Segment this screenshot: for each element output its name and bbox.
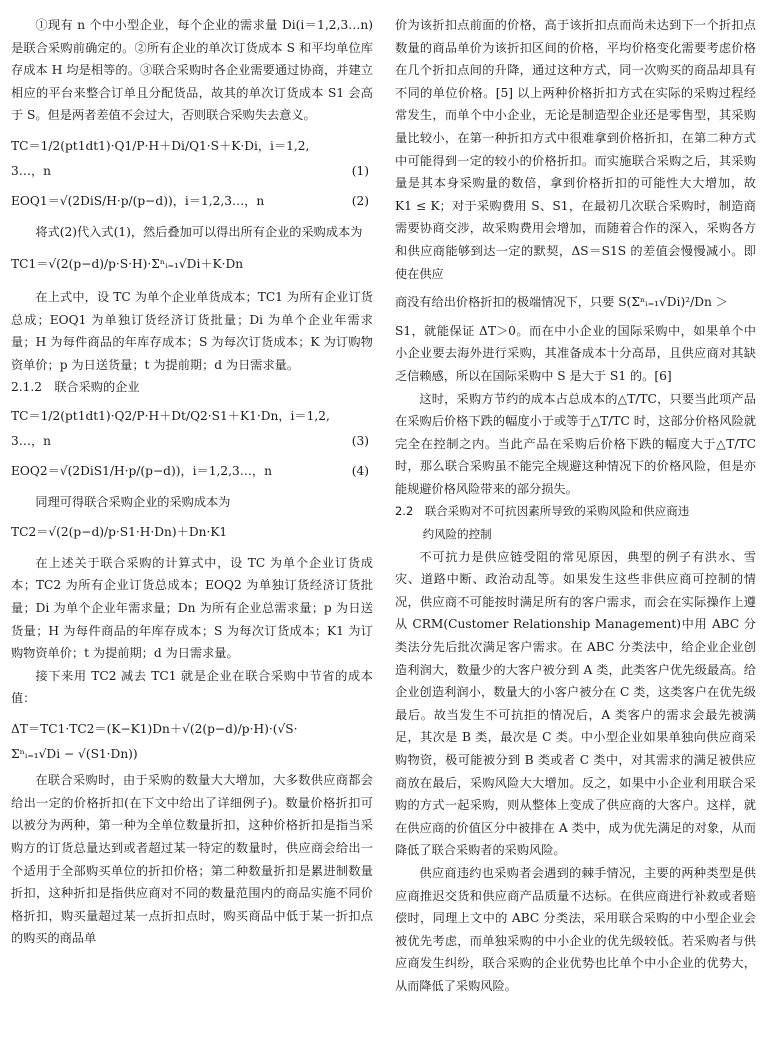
equation-delta-t-text: ΔT＝TC1·TC2＝(K−K1)Dn＋√(2(p−d)/p·H)·(√S· xyxy=(11,722,298,737)
equation-1-text: TC＝1/2(pt1dt1)·Q1/P·H＋Di/Q1·S＋K·Di，i＝1,2, xyxy=(11,138,310,153)
assumptions-paragraph: ①现有 n 个中小型企业，每个企业的需求量 Di(i＝1,2,3…n)是联合采购前确定的。②所有企业的单次订货成本 S 和平均单位库存成本 H 均是相等的。③联合采购时各企业需要通过协商，并建立相应的平台来整合订单且分配货品，故其的单次订货成本 S1 会高于 S。但是两者差值不会过大，否则联合采购失去意义。 xyxy=(11,18,373,123)
left-column xyxy=(11,14,373,950)
equation-4-text: EOQ2＝√(2DiS1/H·p/(p−d))，i＝1,2,3…，n xyxy=(11,464,272,479)
equation-4 xyxy=(11,460,373,483)
equation-1 xyxy=(11,135,373,158)
section-heading-2-1-2: 2.1.2 联合采购的企业 xyxy=(11,380,140,395)
equation-3-number: (3) xyxy=(351,433,369,448)
equation-3-continued xyxy=(11,430,373,453)
equation-2-number: (2) xyxy=(351,194,369,209)
equation-3 xyxy=(11,405,373,428)
price-risk-paragraph: 这时，采购方节约的成本占总成本的△T/TC，只要当此项产品在采购后价格下跌的幅度小于或等于△T/TC 时，这部分价格风险就完全在控制之内。当此产品在采购后价格下跌的幅度大于△T/TC 时，那么联合采购虽不能完全规避这种情况下的价格风险，但是亦能规避价格风险带来的部分损失。 xyxy=(395,391,756,496)
equation-delta-t-cont-text: Σⁿᵢ₌₁√Di − √(S1·Dn)) xyxy=(11,746,138,761)
equation-2 xyxy=(11,190,373,213)
savings-intro: 接下来用 TC2 减去 TC1 就是企业在联合采购中节省的成本值： xyxy=(11,668,373,706)
equation-4-number: (4) xyxy=(351,464,369,479)
variable-definitions-1: 在上式中，设 TC 为单个企业单货成本；TC1 为所有企业订货总成；EOQ1 为单独订货经济订货批量；Di 为单个企业年需求量；H 为每件商品的年库存成本；S 为每次订货成本；K 为订购物资单价；p 为日送货量；t 为提前期；d 为日需求量。 xyxy=(11,289,373,372)
equation-tc1 xyxy=(11,253,373,276)
price-discount-paragraph: 在联合采购时，由于采购的数量大大增加，大多数供应商都会给出一定的价格折扣(在下文中给出了详细例子)。数量价格折扣可以被分为两种，第一种为全单位数量折扣，这种价格折扣是指当采购方的订货总量达到或者超过某一特定的数量时，供应商会给出一个适用于全部购买单位的折扣价格；第二种数量折扣是累进制数量折扣，这种折扣是指供应商对不同的数量范围内的商品实施不同价格折扣，购买量超过某一点折扣点时，购买商品中低于某一折扣点的购买的商品单 xyxy=(11,773,373,946)
equation-2-text: EOQ1＝√(2DiS/H·p/(p−d))，i＝1,2,3…，n xyxy=(11,194,265,209)
equation-delta-t-continued xyxy=(11,743,373,766)
equation-tc2-text: TC2＝√(2(p−d)/p·S1·H·Dn)＋Dn·K1 xyxy=(11,525,228,540)
equation-3-cont-text: 3…，n xyxy=(11,433,51,448)
equation-delta-t xyxy=(11,718,373,741)
joint-cost-intro: 同理可得联合采购企业的采购成本为 xyxy=(35,494,231,509)
equation-tc2 xyxy=(11,521,373,544)
section-heading-2-2 xyxy=(395,500,756,545)
supplier-default-paragraph: 供应商违约也采购者会遇到的棘手情况，主要的两种类型是供应商推迟交货和供应商产品质量不达标。在供应商进行补救或者赔偿时，同理上文中的 ABC 分类法，采用联合采购的中小型企业会被优先考虑，而单独采购的中小企业的优先级较低。若采购者与供应商发生纠纷，联合采购的企业优势也比单个中小企业的优势大，从而降低了采购风险。 xyxy=(395,865,756,993)
force-majeure-paragraph: 不可抗力是供应链受阻的常见原因，典型的例子有洪水、雪灾、道路中断、政治动乱等。如果发生这些非供应商可控制的情况，供应商不可能按时满足所有的客户需求，而会在实际操作上遵从 CRM(Customer Relationship Management)中用 ABC 分类法分先后批次满足客户需求。在 ABC 分类法中，给企业企业创造利润大，数量少的大客户被分到 A 类，此类客户优先级最高。给企业创造利润小，数量大的小客户被分在 C 类，这类客户在优先级最后。故当发生不可抗拒的情况后，A 类客户的需求会最先被满足，其次是 B 类，最次是 C 类。中小型企业如果单独向供应商采购物资，极可能被分到 B 类或者 C 类中，对其需求的满足被供应商放在最后，采购风险大大增加。反之，如果中小企业利用联合采购的方式一起采购，则从整体上变成了供应商的大客户。这样，就在供应商的价值区分中被排在 A 类中，成为优先满足的对象，从而降低了联合采购者的采购风险。 xyxy=(395,549,756,858)
equation-3-text: TC＝1/2(pt1dt1)·Q2/P·H＋Dt/Q2·S1＋K1·Dn，i＝1,2, xyxy=(11,408,330,423)
equation-1-continued xyxy=(11,160,373,183)
discount-condition-line: 商没有给出价格折扣的极端情况下，只要 S(Σⁿᵢ₌₁√Di)²/Dn ＞ xyxy=(395,295,728,310)
section-heading-2-2-line2: 约风险的控制 xyxy=(422,527,492,542)
section-heading-2-2-line1: 2.2 联合采购对不可抗因素所导致的采购风险和供应商违 xyxy=(395,504,690,519)
variable-definitions-2: 在上述关于联合采购的计算式中，设 TC 为单个企业订货成本；TC2 为所有企业订货总成本；EOQ2 为单独订货经济订货批量；Di 为单个企业年需求量；Dn 为所有企业总需求量；p 为日送货量；H 为每件商品的年库存成本；S 为每次订货成本；K1 为订购物资单价；t 为提前期；d 为日需求量。 xyxy=(11,555,373,661)
substitution-paragraph: 将式(2)代入式(1)，然后叠加可以得出所有企业的采购成本为 xyxy=(35,224,363,239)
equation-1-number: (1) xyxy=(351,163,369,178)
equation-1-cont-text: 3…，n xyxy=(11,163,51,178)
discount-conclusion: S1，就能保证 ΔT＞0。而在中小企业的国际采购中，如果单个中小企业要去海外进行采购，其准备成本十分高昂，且供应商对其缺乏信赖感，所以在国际采购中 S 是大于 S1 的。[6] xyxy=(395,323,756,383)
discount-continuation-paragraph: 价为该折扣点前面的价格，高于该折扣点而尚未达到下一个折扣点数量的商品单价为该折扣区间的价格，平均价格变化需要考虑价格在几个折扣点间的升降，通过这种方式，同一次购买的商品却具有不同的单位价格。[5] 以上两种价格折扣方式在实际的采购过程经常发生，而单个中小企业，无论是制造型企业还是零售型，其采购量比较小，在第一种折扣方式中很难拿到价格折扣，在第二种方式中可能得到一定的较小的价格折扣。而实施联合采购之后，其采购量是其本身采购量的数倍，拿到价格折扣的可能性大大增加，故 K1 ≤ K；对于采购费用 S、S1，在最初几次联合采购时，制造商需要协商交涉，故采购费用会增加，而随着合作的深入，采购各方和供应商能够到达一定的默契，ΔS＝S1S 的差值会慢慢减小。即使在供应 xyxy=(395,18,756,281)
equation-tc1-text: TC1＝√(2(p−d)/p·S·H)·Σⁿᵢ₌₁√Di＋K·Dn xyxy=(11,257,244,272)
right-column xyxy=(395,14,756,998)
